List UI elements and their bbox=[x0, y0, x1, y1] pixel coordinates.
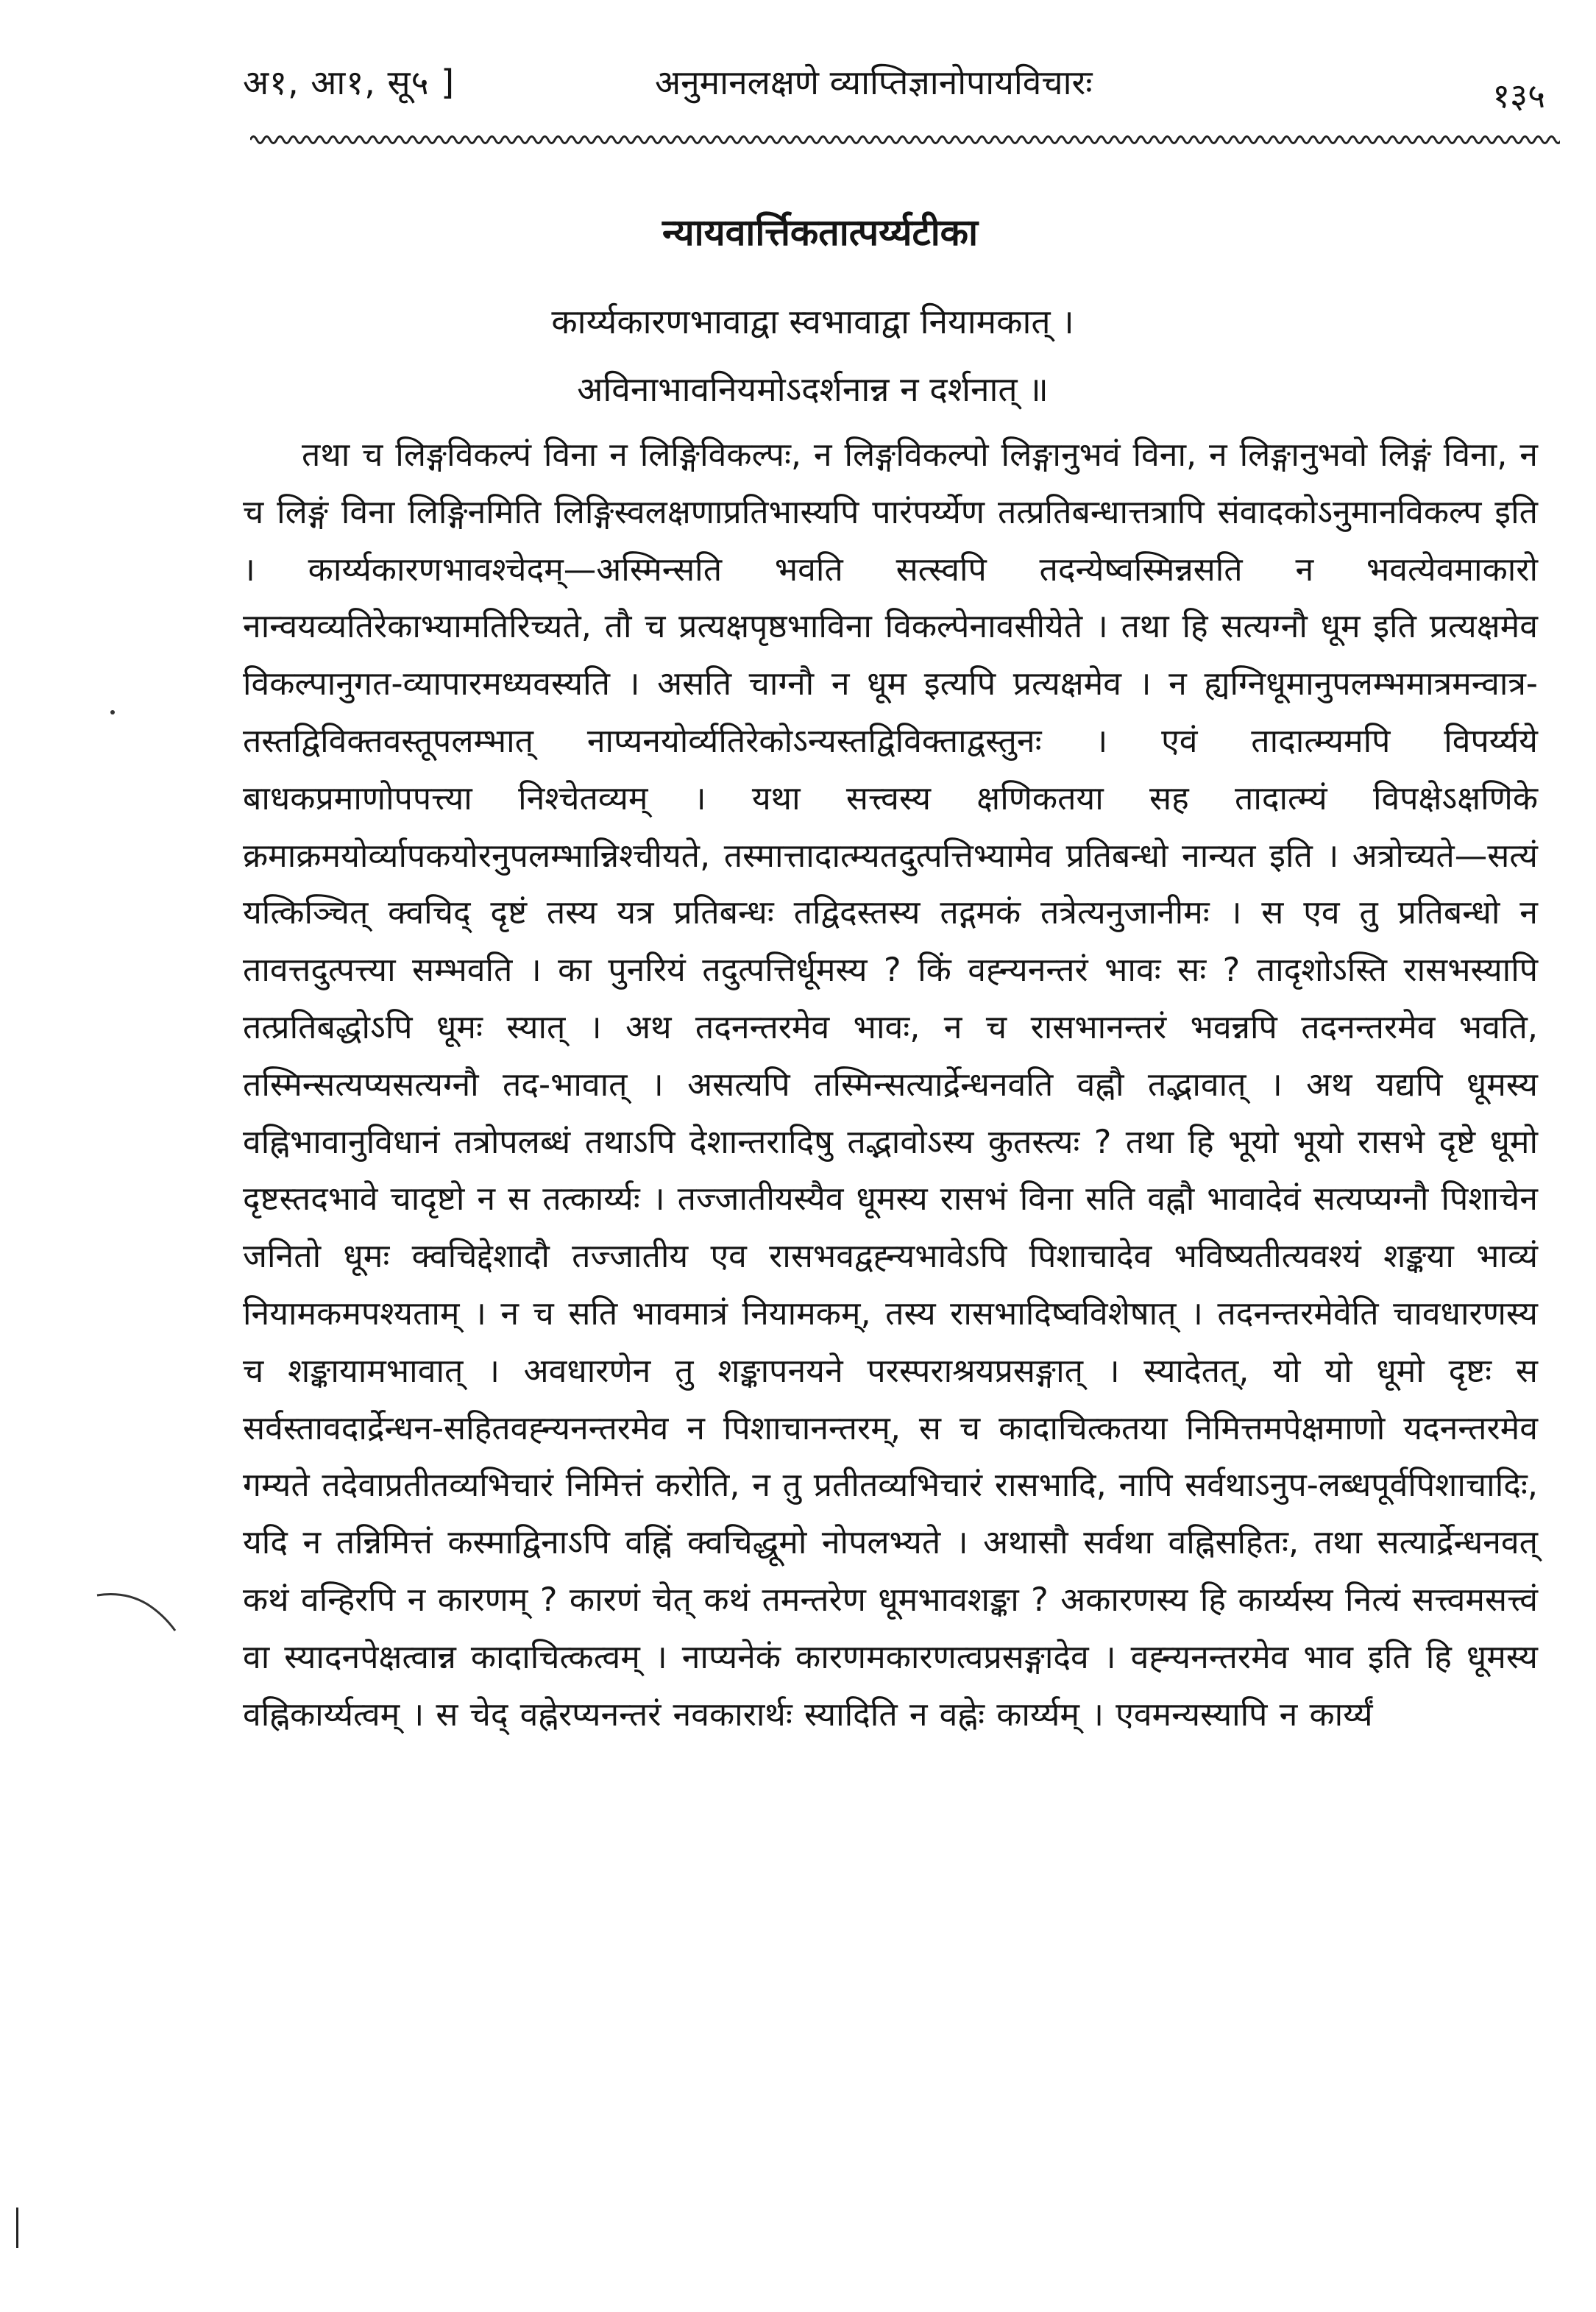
scan-speck bbox=[110, 710, 115, 714]
chapter-reference: अ१, आ१, सू५ ] bbox=[243, 63, 455, 102]
running-title: अनुमानलक्षणे व्याप्तिज्ञानोपायविचारः bbox=[655, 63, 1093, 102]
margin-pencil-mark bbox=[96, 1589, 177, 1634]
section-title: न्यायवार्त्तिकतात्पर्य्यटीका bbox=[662, 211, 979, 254]
scan-edge-mark bbox=[16, 2208, 18, 2248]
running-header bbox=[243, 59, 1545, 140]
verse-line-1: कार्य्यकारणभावाद्वा स्वभावाद्वा नियामकात् । bbox=[551, 302, 1074, 341]
wavy-divider bbox=[250, 129, 1560, 151]
page-number: १३५ bbox=[1492, 76, 1545, 116]
verse-line-2: अविनाभावनियमोऽदर्शनान्न न दर्शनात् ॥ bbox=[577, 369, 1049, 409]
commentary-body: तथा च लिङ्गविकल्पं विना न लिङ्गिविकल्पः, न लिङ्गविकल्पो लिङ्गानुभवं विना, न लिङ्गानुभवो लिङ्गं विना, न च लिङ्गं विना लिङ्गिनमिति लिङ्गिस्वलक्षणाप्रतिभास्यपि पारंपर्य्येण तत्प्रतिबन्धात्तत्रापि संवादकोऽनुमानविकल्प इति । कार्य्यकारणभावश्चेदम्—अस्मिन्सति भवति सत्स्वपि तदन्येष्वस्मिन्नसति न भवत्येवमाकारो नान्वयव्यतिरेकाभ्यामतिरिच्यते, तौ च प्रत्यक्षपृष्ठभाविना विकल्पेनावसीयेते । तथा हि सत्यग्नौ धूम इति प्रत्यक्षमेव विकल्पानुगत-व्यापारमध्यवस्यति । असति चाग्नौ न धूम इत्यपि प्रत्यक्षमेव । न ह्यग्निधूमानुपलम्भमात्रमन्वात्र-तस्तद्विविक्तवस्तूपलम्भात् नाप्यनयोर्व्यतिरेकोऽन्यस्तद्विविक्ताद्वस्तुनः । एवं तादात्म्यमपि विपर्य्यये बाधकप्रमाणोपपत्त्या निश्चेतव्यम् । यथा सत्त्वस्य क्षणिकतया सह तादात्म्यं विपक्षेऽक्षणिके क्रमाक्रमयोर्व्यापकयोरनुपलम्भान्निश्चीयते, तस्मात्तादात्म्यतदुत्पत्तिभ्यामेव प्रतिबन्धो नान्यत इति । अत्रोच्यते—सत्यं यत्किञ्चित् क्वचिद् दृष्टं तस्य यत्र प्रतिबन्धः तद्विदस्तस्य तद्गमकं तत्रेत्यनुजानीमः । स एव तु प्रतिबन्धो न तावत्तदुत्पत्त्या सम्भवति । का पुनरियं तदुत्पत्तिर्धूमस्य ? किं वह्न्यनन्तरं भावः सः ? तादृशोऽस्ति रासभस्यापि तत्प्रतिबद्धोऽपि धूमः स्यात् । अथ तदनन्तरमेव भावः, न च रासभानन्तरं भवन्नपि तदनन्तरमेव भवति, तस्मिन्सत्यप्यसत्यग्नौ तद-भावात् । असत्यपि तस्मिन्सत्यार्द्रेन्धनवति वह्नौ तद्भावात् । अथ यद्यपि धूमस्य वह्निभावानुविधानं तत्रोपलब्धं तथाऽपि देशान्तरादिषु तद्भावोऽस्य कुतस्त्यः ? तथा हि भूयो भूयो रासभे दृष्टे धूमो दृष्टस्तदभावे चादृष्टो न स तत्कार्य्यः । तज्जातीयस्यैव धूमस्य रासभं विना सति वह्नौ भावादेवं सत्यप्यग्नौ पिशाचेन जनितो धूमः क्वचिद्देशादौ तज्जातीय एव रासभवद्वह्न्यभावेऽपि पिशाचादेव भविष्यतीत्यवश्यं शङ्कया भाव्यं नियामकमपश्यताम् । न च सति भावमात्रं नियामकम्, तस्य रासभादिष्वविशेषात् । तदनन्तरमेवेति चावधारणस्य च शङ्कायामभावात् । अवधारणेन तु शङ्कापनयने परस्पराश्रयप्रसङ्गात् । स्यादेतत्, यो यो धूमो दृष्टः स सर्वस्तावदार्द्रेन्धन-सहितवह्न्यनन्तरमेव न पिशाचानन्तरम्, स च कादाचित्कतया निमित्तमपेक्षमाणो यदनन्तरमेव गम्यते तदेवाप्रतीतव्यभिचारं निमित्तं करोति, न तु प्रतीतव्यभिचारं रासभादि, नापि सर्वथाऽनुप-लब्धपूर्वपिशाचादिः, यदि न तन्निमित्तं कस्माद्विनाऽपि वह्निं क्वचिद्धूमो नोपलभ्यते । अथासौ सर्वथा वह्निसहितः, तथा सत्यार्द्रेन्धनवत् कथं वन्हिरपि न कारणम् ? कारणं चेत् कथं तमन्तरेण धूमभावशङ्का ? अकारणस्य हि कार्य्यस्य नित्यं सत्त्वमसत्त्वं वा स्यादनपेक्षत्वान्न कादाचित्कत्वम् । नाप्यनेकं कारणमकारणत्वप्रसङ्गादेव । वह्न्यनन्तरमेव भाव इति हि धूमस्य वह्निकार्य्यत्वम् । स चेद् वह्नेरप्यनन्तरं नवकारार्थः स्यादिति न वह्नेः कार्य्यम् । एवमन्यस्यापि न कार्य्यं bbox=[243, 436, 1538, 1734]
